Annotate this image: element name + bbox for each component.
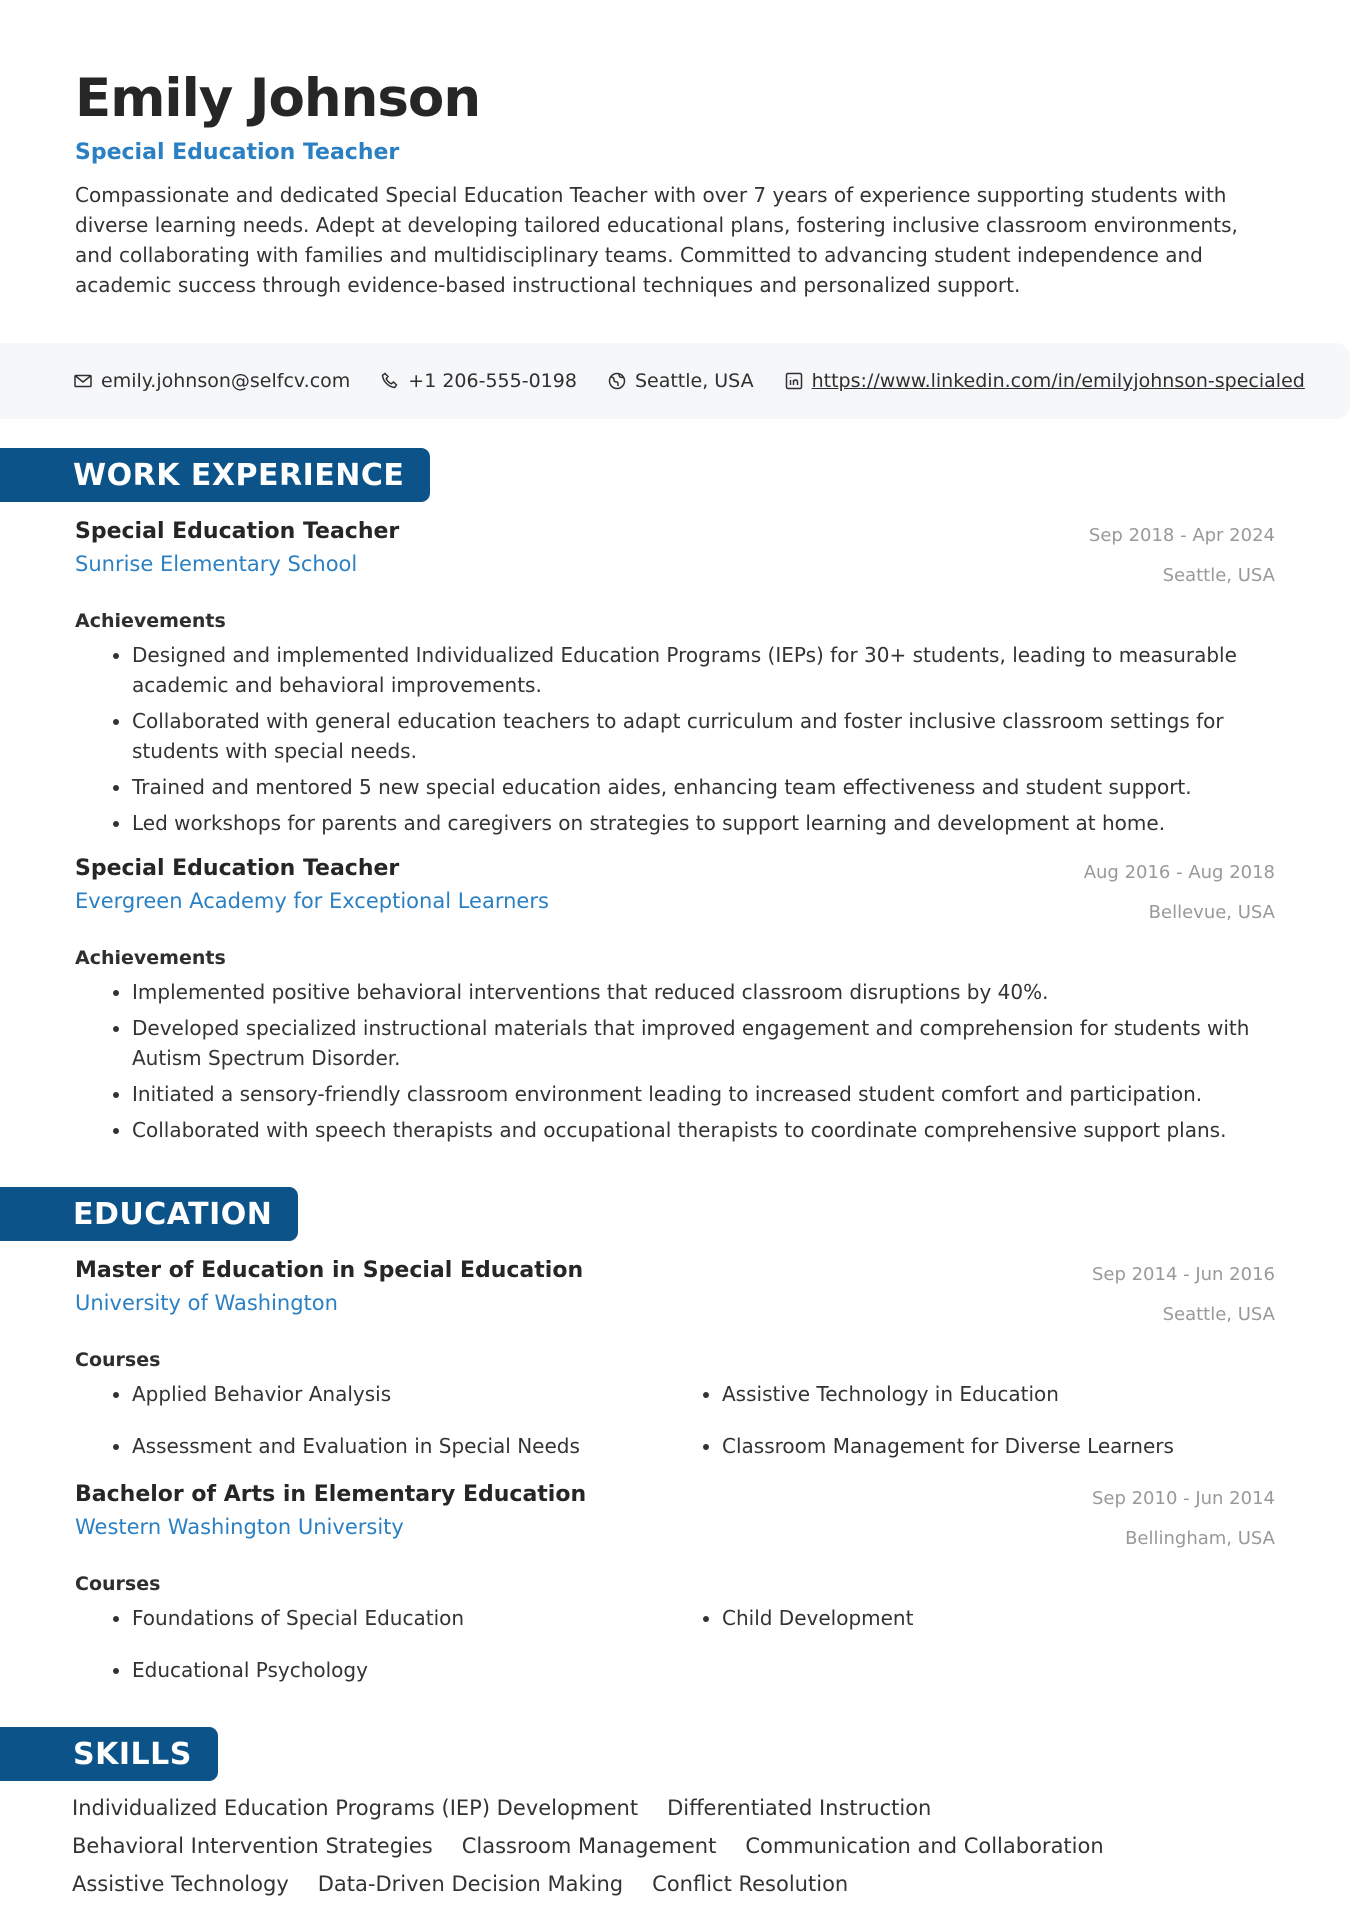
degree-title: Bachelor of Arts in Elementary Education — [75, 1482, 587, 1507]
section-heading-skills: SKILLS — [0, 1727, 218, 1781]
linkedin-link[interactable]: https://www.linkedin.com/in/emilyjohnson-specialed — [811, 370, 1305, 392]
achievements-heading: Achievements — [75, 947, 226, 969]
skill-item: Communication and Collaboration — [745, 1834, 1104, 1858]
education-location: Bellingham, USA — [1125, 1528, 1275, 1549]
job-location: Seattle, USA — [1162, 565, 1275, 586]
section-heading-education: EDUCATION — [0, 1187, 298, 1241]
candidate-name: Emily Johnson — [75, 68, 481, 129]
linkedin-icon — [784, 371, 804, 391]
courses-list — [75, 1379, 1275, 1461]
list-item: • Implemented positive behavioral interventions that reduced classroom disruptions by 40%. — [132, 977, 1262, 1007]
courses-heading: Courses — [75, 1573, 161, 1595]
list-item: • Classroom Management for Diverse Learners — [722, 1431, 1282, 1461]
globe-icon — [607, 371, 627, 391]
achievements-list — [75, 977, 1275, 1145]
education-location: Seattle, USA — [1162, 1304, 1275, 1325]
skills-list — [72, 1793, 1312, 1899]
list-item: • Developed specialized instructional materials that improved engagement and comprehension for students with Autism Spectrum Disorder. — [132, 1013, 1262, 1073]
list-item: • Applied Behavior Analysis — [132, 1379, 722, 1409]
list-item: • Led workshops for parents and caregivers on strategies to support learning and development at home. — [132, 808, 1262, 838]
section-heading-work: WORK EXPERIENCE — [0, 448, 430, 502]
job-title: Special Education Teacher — [75, 856, 400, 881]
skill-item: Differentiated Instruction — [667, 1796, 932, 1820]
list-item: • Collaborated with general education teachers to adapt curriculum and foster inclusive classroom settings for students with special needs. — [132, 706, 1262, 766]
location-text: Seattle, USA — [634, 370, 754, 392]
skill-item: Conflict Resolution — [652, 1872, 849, 1896]
institution: Western Washington University — [75, 1515, 404, 1539]
employer: Evergreen Academy for Exceptional Learners — [75, 889, 549, 913]
work-entry-2 — [75, 853, 1275, 1151]
list-item: • Assistive Technology in Education — [722, 1379, 1282, 1409]
skill-item: Individualized Education Programs (IEP) Development — [72, 1796, 639, 1820]
resume-header — [75, 64, 1275, 300]
education-entry-1 — [75, 1255, 1275, 1461]
courses-heading: Courses — [75, 1349, 161, 1371]
candidate-role: Special Education Teacher — [75, 140, 400, 165]
list-item: • Child Development — [722, 1603, 1282, 1633]
skill-item: Data-Driven Decision Making — [317, 1872, 624, 1896]
list-item: • Designed and implemented Individualized Education Programs (IEPs) for 30+ students, leading to measurable academic and behavioral improvements. — [132, 640, 1262, 700]
phone-text: +1 206-555-0198 — [408, 370, 577, 392]
contact-location — [607, 370, 754, 392]
profile-summary: Compassionate and dedicated Special Education Teacher with over 7 years of experience supporting students with diverse learning needs. Adept at developing tailored educational plans, fostering inclusive classroom environments, and collaborating with families and multidisciplinary teams. Committed to advancing student independence and academic success through evidence-based instructional techniques and personalized support. — [75, 183, 1238, 297]
mail-icon — [73, 371, 93, 391]
work-entry-1 — [75, 516, 1275, 844]
achievements-list — [75, 640, 1275, 838]
job-dates: Sep 2018 - Apr 2024 — [1088, 525, 1275, 546]
employer: Sunrise Elementary School — [75, 552, 358, 576]
courses-list — [75, 1603, 1275, 1685]
email-text: emily.johnson@selfcv.com — [101, 370, 351, 392]
job-title: Special Education Teacher — [75, 519, 400, 544]
education-dates: Sep 2014 - Jun 2016 — [1091, 1264, 1275, 1285]
list-item: • Educational Psychology — [132, 1655, 722, 1685]
achievements-heading: Achievements — [75, 610, 226, 632]
degree-title: Master of Education in Special Education — [75, 1258, 584, 1283]
contact-email[interactable] — [73, 370, 350, 392]
education-entry-2 — [75, 1479, 1275, 1685]
contact-phone[interactable] — [380, 370, 577, 392]
skill-item: Behavioral Intervention Strategies — [72, 1834, 433, 1858]
contact-linkedin[interactable] — [784, 370, 1305, 392]
job-location: Bellevue, USA — [1148, 902, 1275, 923]
list-item: • Trained and mentored 5 new special education aides, enhancing team effectiveness and student support. — [132, 772, 1262, 802]
education-dates: Sep 2010 - Jun 2014 — [1091, 1488, 1275, 1509]
list-item: • Initiated a sensory-friendly classroom environment leading to increased student comfort and participation. — [132, 1079, 1262, 1109]
list-item: • Assessment and Evaluation in Special Needs — [132, 1431, 722, 1461]
institution: University of Washington — [75, 1291, 338, 1315]
contact-bar — [0, 343, 1350, 419]
skill-item: Classroom Management — [461, 1834, 717, 1858]
skill-item: Assistive Technology — [72, 1872, 289, 1896]
list-item: • Collaborated with speech therapists and occupational therapists to coordinate comprehensive support plans. — [132, 1115, 1262, 1145]
phone-icon — [380, 371, 400, 391]
job-dates: Aug 2016 - Aug 2018 — [1083, 862, 1275, 883]
list-item: • Foundations of Special Education — [132, 1603, 722, 1633]
